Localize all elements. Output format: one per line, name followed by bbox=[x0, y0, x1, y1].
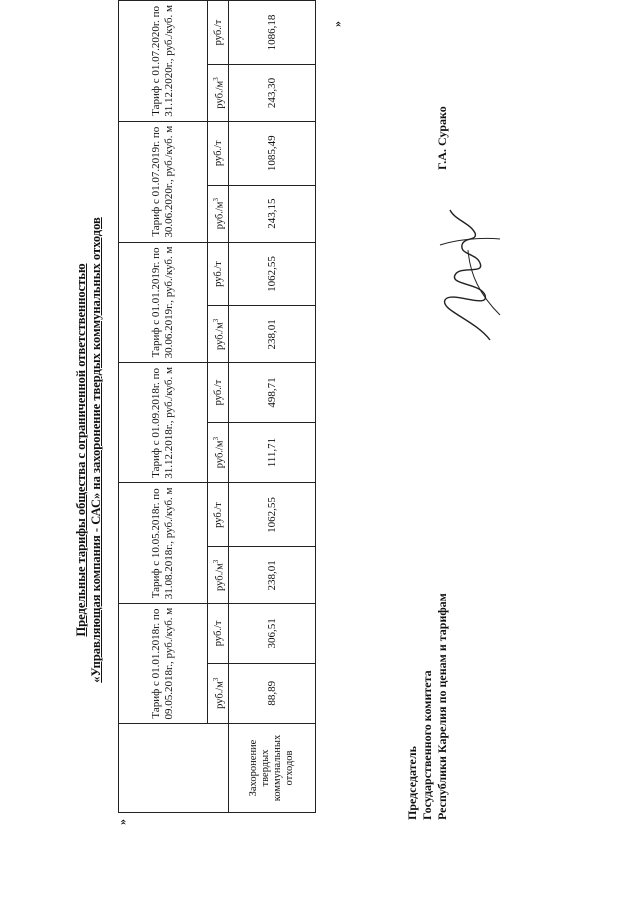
signatory-line-2: Государственного комитета bbox=[420, 670, 434, 820]
unit-t-1: руб./т bbox=[208, 604, 229, 663]
unit-m3-1: $руб./м^3$ bbox=[208, 663, 229, 723]
unit-t-2: руб./т bbox=[208, 483, 229, 547]
signatory-line-3: Республики Карелия по ценам и тарифам bbox=[435, 593, 449, 820]
value-t-4: 1062,55 bbox=[229, 242, 316, 306]
unit-row bbox=[208, 1, 229, 813]
service-header-cell bbox=[119, 724, 229, 813]
quote-mark-top: » bbox=[115, 819, 129, 825]
value-t-3: 498,71 bbox=[229, 363, 316, 422]
unit-m3-2: $руб./м^3$ bbox=[208, 547, 229, 604]
period-header-6: Тариф с 01.07.2020г. по 31.12.2020г., руб./куб. м bbox=[119, 1, 208, 122]
title-line-1: Предельные тарифы общества с ограниченной ответственностью bbox=[74, 263, 88, 637]
value-t-1: 306,51 bbox=[229, 604, 316, 663]
value-t-2: 1062,55 bbox=[229, 483, 316, 547]
value-m3-3: 111,71 bbox=[229, 422, 316, 483]
period-header-1: Тариф с 01.01.2018г. по 09.05.2018г., руб./куб. м bbox=[119, 604, 208, 724]
unit-t-5: руб./т bbox=[208, 121, 229, 185]
value-m3-2: 238,01 bbox=[229, 547, 316, 604]
unit-m3-5: $руб./м^3$ bbox=[208, 185, 229, 242]
period-header-5: Тариф с 01.07.2019г. по 30.06.2020г., руб./куб. м bbox=[119, 121, 208, 242]
unit-t-3: руб./т bbox=[208, 363, 229, 422]
quote-mark-side: » bbox=[330, 21, 344, 27]
unit-m3-3: $руб./м^3$ bbox=[208, 422, 229, 483]
unit-t-6: руб./т bbox=[208, 1, 229, 65]
table-header-row bbox=[119, 1, 208, 813]
period-header-2: Тариф с 10.05.2018г. по 31.08.2018г., руб./куб. м bbox=[119, 483, 208, 604]
value-t-6: 1086,18 bbox=[229, 1, 316, 65]
document-title bbox=[74, 55, 104, 845]
unit-m3-6: $руб./м^3$ bbox=[208, 65, 229, 122]
title-line-2: «Управляющая компания - САС» на захоронение твердых коммунальных отходов bbox=[89, 217, 103, 683]
table-row bbox=[229, 1, 316, 813]
value-m3-1: 88,89 bbox=[229, 663, 316, 723]
period-header-3: Тариф с 01.09.2018г. по 31.12.2018г., руб./куб. м bbox=[119, 363, 208, 483]
service-label-cell: Захоронение твердых коммунальных отходов bbox=[229, 724, 316, 813]
value-t-5: 1085,49 bbox=[229, 121, 316, 185]
signatory-line-1: Председатель bbox=[405, 746, 419, 820]
value-m3-4: 238,01 bbox=[229, 306, 316, 363]
tariff-table bbox=[118, 0, 316, 813]
signatory-name: Г.А. Сурако bbox=[435, 106, 449, 170]
unit-m3-4: $руб./м^3$ bbox=[208, 306, 229, 363]
period-header-4: Тариф с 01.01.2019г. по 30.06.2019г., руб./куб. м bbox=[119, 242, 208, 363]
unit-t-4: руб./т bbox=[208, 242, 229, 306]
handwritten-signature bbox=[420, 205, 510, 345]
value-m3-5: 243,15 bbox=[229, 185, 316, 242]
signatory-title bbox=[405, 593, 450, 820]
value-m3-6: 243,30 bbox=[229, 65, 316, 122]
